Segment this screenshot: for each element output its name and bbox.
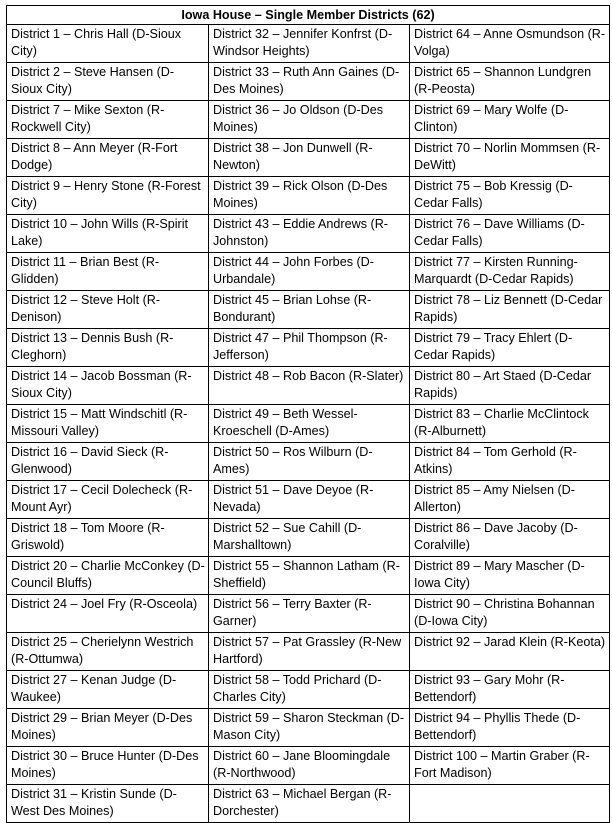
table-cell: District 75 – Bob Kressig (D-Cedar Falls) bbox=[410, 177, 610, 215]
table-cell: District 86 – Dave Jacoby (D-Coralville) bbox=[410, 519, 610, 557]
table-cell: District 29 – Brian Meyer (D-Des Moines) bbox=[7, 709, 209, 747]
table-cell: District 51 – Dave Deyoe (R-Nevada) bbox=[209, 481, 410, 519]
table-cell: District 14 – Jacob Bossman (R-Sioux City) bbox=[7, 367, 209, 405]
table-cell: District 27 – Kenan Judge (D-Waukee) bbox=[7, 671, 209, 709]
table-cell: District 80 – Art Staed (D-Cedar Rapids) bbox=[410, 367, 610, 405]
table-row bbox=[7, 101, 610, 139]
table-cell: District 12 – Steve Holt (R-Denison) bbox=[7, 291, 209, 329]
table-cell: District 32 – Jennifer Konfrst (D-Windsor Heights) bbox=[209, 25, 410, 63]
table-cell: District 93 – Gary Mohr (R-Bettendorf) bbox=[410, 671, 610, 709]
table-row bbox=[7, 177, 610, 215]
table-cell: District 85 – Amy Nielsen (D-Allerton) bbox=[410, 481, 610, 519]
table-row bbox=[7, 747, 610, 785]
table-row bbox=[7, 633, 610, 671]
table-cell: District 47 – Phil Thompson (R-Jefferson) bbox=[209, 329, 410, 367]
table-cell: District 33 – Ruth Ann Gaines (D-Des Moines) bbox=[209, 63, 410, 101]
table-row bbox=[7, 291, 610, 329]
table-cell: District 79 – Tracy Ehlert (D-Cedar Rapids) bbox=[410, 329, 610, 367]
table-cell: District 10 – John Wills (R-Spirit Lake) bbox=[7, 215, 209, 253]
table-header-row bbox=[7, 6, 610, 25]
table-cell: District 8 – Ann Meyer (R-Fort Dodge) bbox=[7, 139, 209, 177]
table-cell: District 94 – Phyllis Thede (D-Bettendorf) bbox=[410, 709, 610, 747]
table-cell: District 11 – Brian Best (R-Glidden) bbox=[7, 253, 209, 291]
table-cell: District 55 – Shannon Latham (R-Sheffield) bbox=[209, 557, 410, 595]
table-body bbox=[7, 25, 610, 823]
districts-table bbox=[6, 5, 610, 823]
table-cell: District 31 – Kristin Sunde (D-West Des Moines) bbox=[7, 785, 209, 823]
table-cell: District 89 – Mary Mascher (D-Iowa City) bbox=[410, 557, 610, 595]
table-cell: District 59 – Sharon Steckman (D-Mason City) bbox=[209, 709, 410, 747]
table-cell: District 15 – Matt Windschitl (R-Missouri Valley) bbox=[7, 405, 209, 443]
table-cell: District 49 – Beth Wessel-Kroeschell (D-Ames) bbox=[209, 405, 410, 443]
table-cell: District 13 – Dennis Bush (R-Cleghorn) bbox=[7, 329, 209, 367]
table-cell: District 38 – Jon Dunwell (R-Newton) bbox=[209, 139, 410, 177]
table-row bbox=[7, 139, 610, 177]
table-cell: District 70 – Norlin Mommsen (R-DeWitt) bbox=[410, 139, 610, 177]
table-row bbox=[7, 367, 610, 405]
table-row bbox=[7, 557, 610, 595]
table-row bbox=[7, 785, 610, 823]
table-row bbox=[7, 329, 610, 367]
table-cell: District 24 – Joel Fry (R-Osceola) bbox=[7, 595, 209, 633]
table-cell: District 39 – Rick Olson (D-Des Moines) bbox=[209, 177, 410, 215]
table-cell: District 45 – Brian Lohse (R-Bondurant) bbox=[209, 291, 410, 329]
table-cell: District 44 – John Forbes (D-Urbandale) bbox=[209, 253, 410, 291]
table-cell: District 7 – Mike Sexton (R-Rockwell City) bbox=[7, 101, 209, 139]
table-cell: District 52 – Sue Cahill (D-Marshalltown) bbox=[209, 519, 410, 557]
table-cell: District 50 – Ros Wilburn (D-Ames) bbox=[209, 443, 410, 481]
table-cell: District 57 – Pat Grassley (R-New Hartford) bbox=[209, 633, 410, 671]
table-cell: District 92 – Jarad Klein (R-Keota) bbox=[410, 633, 610, 671]
table-cell: District 69 – Mary Wolfe (D-Clinton) bbox=[410, 101, 610, 139]
table-cell: District 60 – Jane Bloomingdale (R-Northwood) bbox=[209, 747, 410, 785]
table-cell bbox=[410, 785, 610, 823]
table-cell: District 84 – Tom Gerhold (R-Atkins) bbox=[410, 443, 610, 481]
table-cell: District 65 – Shannon Lundgren (R-Peosta) bbox=[410, 63, 610, 101]
table-cell: District 30 – Bruce Hunter (D-Des Moines) bbox=[7, 747, 209, 785]
table-row bbox=[7, 63, 610, 101]
table-cell: District 58 – Todd Prichard (D-Charles City) bbox=[209, 671, 410, 709]
table-cell: District 48 – Rob Bacon (R-Slater) bbox=[209, 367, 410, 405]
table-title: Iowa House – Single Member Districts (62) bbox=[7, 6, 610, 25]
table-cell: District 100 – Martin Graber (R-Fort Madison) bbox=[410, 747, 610, 785]
table-cell: District 78 – Liz Bennett (D-Cedar Rapids) bbox=[410, 291, 610, 329]
table-row bbox=[7, 215, 610, 253]
table-cell: District 43 – Eddie Andrews (R-Johnston) bbox=[209, 215, 410, 253]
table-cell: District 20 – Charlie McConkey (D-Council Bluffs) bbox=[7, 557, 209, 595]
table-cell: District 83 – Charlie McClintock (R-Alburnett) bbox=[410, 405, 610, 443]
table-cell: District 17 – Cecil Dolecheck (R-Mount Ayr) bbox=[7, 481, 209, 519]
table-row bbox=[7, 253, 610, 291]
table-cell: District 56 – Terry Baxter (R-Garner) bbox=[209, 595, 410, 633]
table-cell: District 1 – Chris Hall (D-Sioux City) bbox=[7, 25, 209, 63]
table-row bbox=[7, 671, 610, 709]
table-cell: District 64 – Anne Osmundson (R-Volga) bbox=[410, 25, 610, 63]
table-row bbox=[7, 405, 610, 443]
table-row bbox=[7, 595, 610, 633]
table-cell: District 25 – Cherielynn Westrich (R-Ottumwa) bbox=[7, 633, 209, 671]
table-row bbox=[7, 481, 610, 519]
table-row bbox=[7, 443, 610, 481]
table-cell: District 63 – Michael Bergan (R-Dorchester) bbox=[209, 785, 410, 823]
table-row bbox=[7, 519, 610, 557]
table-cell: District 36 – Jo Oldson (D-Des Moines) bbox=[209, 101, 410, 139]
table-cell: District 16 – David Sieck (R-Glenwood) bbox=[7, 443, 209, 481]
table-cell: District 18 – Tom Moore (R-Griswold) bbox=[7, 519, 209, 557]
table-cell: District 90 – Christina Bohannan (D-Iowa City) bbox=[410, 595, 610, 633]
table-cell: District 9 – Henry Stone (R-Forest City) bbox=[7, 177, 209, 215]
table-cell: District 76 – Dave Williams (D-Cedar Falls) bbox=[410, 215, 610, 253]
table-row bbox=[7, 25, 610, 63]
table-cell: District 2 – Steve Hansen (D-Sioux City) bbox=[7, 63, 209, 101]
table-row bbox=[7, 709, 610, 747]
table-cell: District 77 – Kirsten Running-Marquardt (D-Cedar Rapids) bbox=[410, 253, 610, 291]
